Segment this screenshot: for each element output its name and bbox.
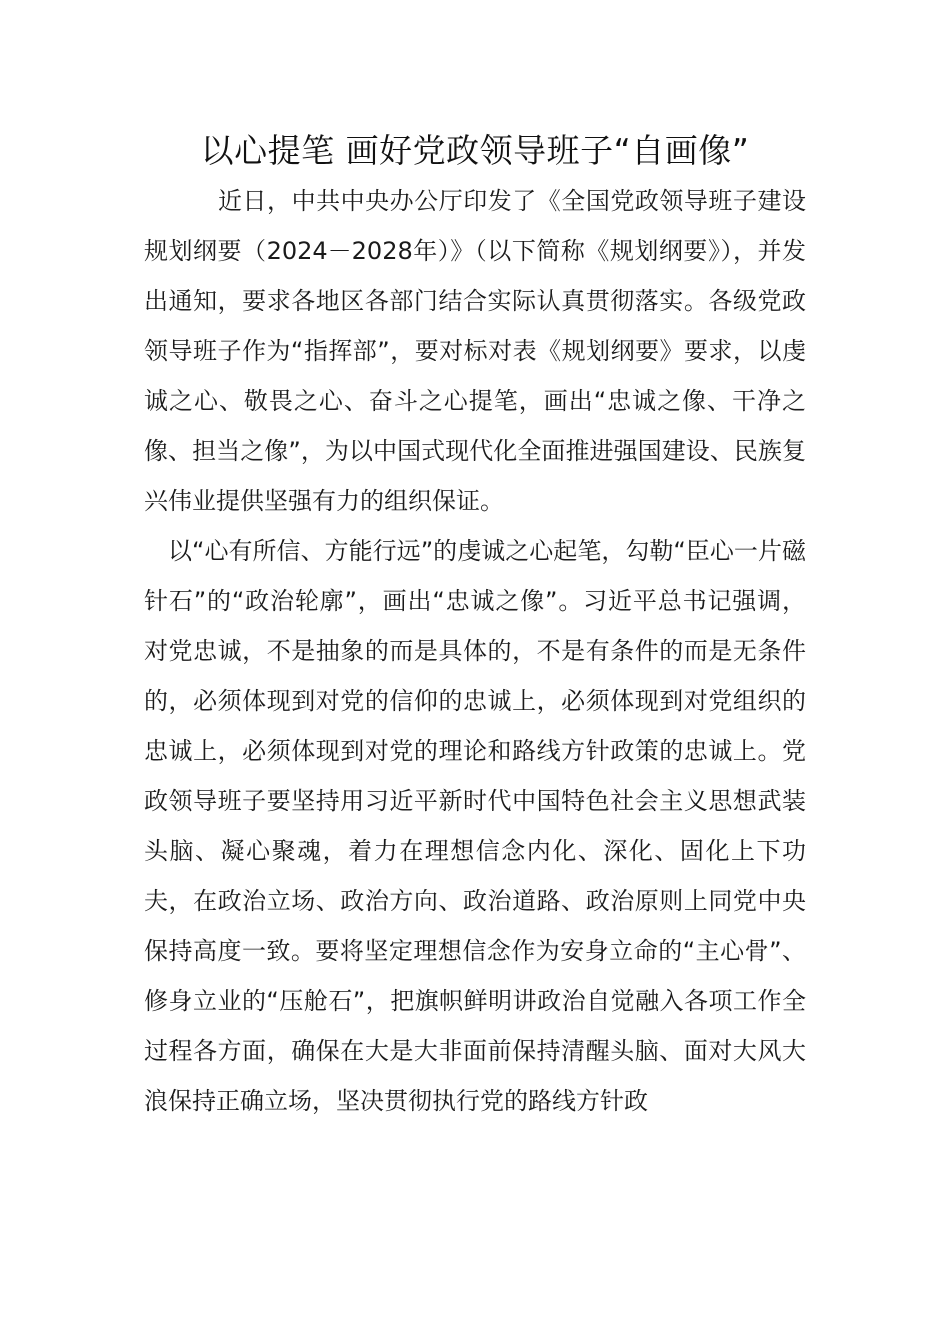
paragraph-loyalty: 以“心有所信、方能行远”的虔诚之心起笔，勾勒“臣心一片磁针石”的“政治轮廓”，画出“忠诚之像”。习近平总书记强调，对党忠诚，不是抽象的而是具体的，不是有条件的而是无条件的，必须体现到对党的信仰的忠诚上，必须体现到对党组织的忠诚上，必须体现到对党的理论和路线方针政策的忠诚上。党政领导班子要坚持用习近平新时代中国特色社会主义思想武装头脑、凝心聚魂，着力在理想信念内化、深化、固化上下功夫，在政治立场、政治方向、政治道路、政治原则上同党中央保持高度一致。要将坚定理想信念作为安身立命的“主心骨”、修身立业的“压舱石”，把旗帜鲜明讲政治自觉融入各项工作全过程各方面，确保在大是大非面前保持清醒头脑、面对大风大浪保持正确立场，坚决贯彻执行党的路线方针政 [144,537,806,1115]
paragraph-intro: 近日，中共中央办公厅印发了《全国党政领导班子建设规划纲要（2024－2028年）》（以下简称《规划纲要》），并发出通知，要求各地区各部门结合实际认真贯彻落实。各级党政领导班子作为“指挥部”，要对标对表《规划纲要》要求，以虔诚之心、敬畏之心、奋斗之心提笔，画出“忠诚之像、干净之像、担当之像”，为以中国式现代化全面推进强国建设、民族复兴伟业提供坚强有力的组织保证。 [144,187,806,515]
document-body [144,176,806,1126]
document-title: 以心提笔 画好党政领导班子“自画像” [200,131,750,170]
